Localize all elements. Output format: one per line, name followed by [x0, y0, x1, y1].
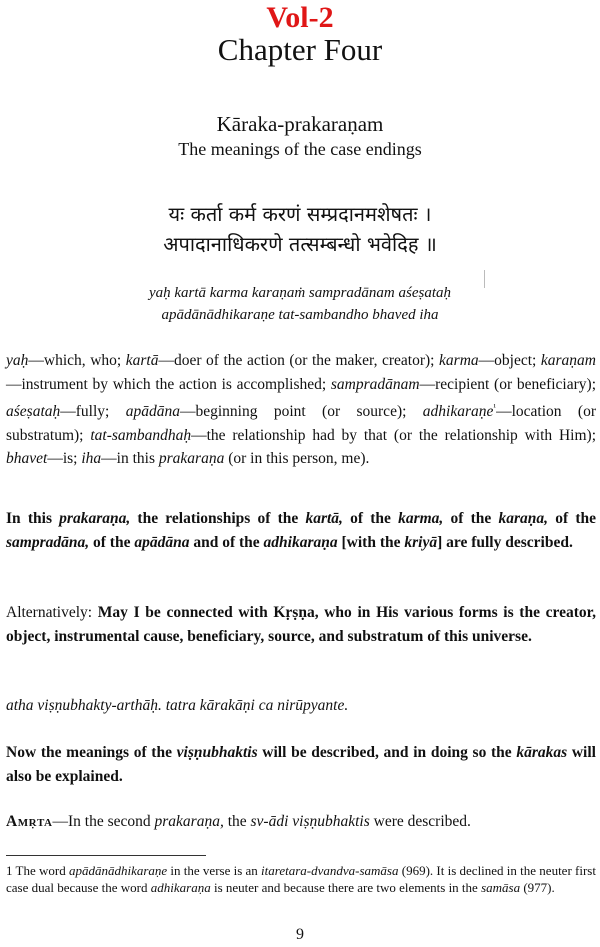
italic-term: prakaraṇa [158, 450, 225, 468]
text-run: —recipient (or beneficiary); [419, 375, 596, 393]
italic-term: bhavet [6, 450, 48, 468]
text-run: —doer of the action (or the maker, creator); [158, 352, 440, 369]
footnote-divider [6, 855, 206, 856]
text-run: —object; [478, 352, 541, 369]
text-run: 1 The word [6, 863, 69, 878]
text-run: —location (or substratum); [6, 403, 596, 444]
text-run: —in this [101, 450, 159, 468]
italic-term: itaretara-dvandva-samāsa [261, 863, 399, 878]
italic-term: kārakas [516, 744, 568, 761]
word-gloss-paragraph [6, 349, 596, 471]
italic-term: apādānādhikaraṇe [68, 863, 168, 878]
text-run: were described. [369, 813, 471, 830]
text-run: (969). It is declined in the neuter first case dual because the word [6, 863, 596, 895]
amrta-commentary-paragraph [6, 810, 596, 834]
alternative-meaning-paragraph [6, 601, 596, 648]
prakarana-summary-paragraph [6, 507, 596, 554]
text-run: and of the [189, 533, 264, 551]
text-run: of the [548, 510, 596, 527]
now-meanings-paragraph [6, 741, 596, 788]
text-run: —the relationship had by that (or the relationship with Him); [191, 426, 596, 444]
text-run: (977). [520, 880, 555, 895]
text-run: in the verse is an [167, 863, 262, 878]
verse-transliteration-line-2: apādānādhikaraṇe tat-sambandho bhaved iha [161, 307, 439, 323]
text-run: ] are fully described. [437, 533, 573, 551]
italic-term: apādāna [125, 403, 180, 421]
italic-term: prakaraṇa, [154, 813, 224, 830]
text-run: will be described, and in doing so the [257, 744, 517, 761]
text-run: —which, who; [28, 352, 126, 369]
text-run: —beginning point (or source); [179, 403, 423, 421]
chapter-title: Chapter Four [217, 32, 383, 67]
italic-term: karma [439, 352, 479, 369]
text-run: of the [443, 510, 499, 527]
verse-transliteration-line-1: yaḥ kartā karma karaṇaṁ sampradānam aśeṣataḥ [148, 285, 452, 301]
italic-term: samāsa [481, 880, 521, 895]
italic-term: prakaraṇa, [59, 510, 131, 527]
volume-label: Vol-2 [266, 1, 334, 34]
italic-term: yaḥ [6, 352, 29, 369]
italic-term: karma, [398, 510, 444, 527]
text-run: will also be explained. [6, 744, 596, 785]
text-run: —is; [47, 450, 82, 468]
alternative-body: May I be connected with Kṛṣṇa, who in His various forms is the creator, object, instrumental cause, beneficiary, source, and substratum of this universe. [6, 604, 596, 645]
italic-term: adhikaraṇe [422, 403, 494, 421]
footnote [6, 862, 596, 896]
text-run: [with the [337, 533, 405, 551]
page-number: 9 [296, 926, 304, 943]
italic-term: sampradānam [330, 375, 420, 393]
section-subtitle: The meanings of the case endings [178, 139, 422, 159]
text-run: ¹ [493, 402, 497, 412]
text-run: the [223, 813, 251, 830]
italic-term: sampradāna, [6, 533, 90, 551]
italic-term: kartā, [305, 510, 343, 527]
alternative-lead: Alternatively: [6, 604, 98, 621]
text-run: —instrument by which the action is accomplished; [6, 375, 331, 393]
italic-term: sv-ādi viṣṇubhaktis [250, 813, 370, 830]
text-run: In this [6, 510, 60, 527]
text-run: —fully; [60, 403, 126, 421]
text-run: (or in this person, me). [224, 450, 370, 468]
verse-devanagari-line-1: यः कर्ता कर्म करणं सम्प्रदानमशेषतः । [168, 202, 432, 226]
text-run: the relationships of the [130, 510, 306, 527]
text-run: is neuter and because there are two elements in the [210, 880, 482, 895]
italic-term: karaṇa, [498, 510, 549, 527]
italic-term: viṣṇubhaktis [176, 744, 258, 761]
sanskrit-line: atha viṣṇubhakty-arthāḥ. tatra kārakāṇi ca nirūpyante. [6, 697, 349, 714]
italic-term: adhikaraṇa [263, 533, 338, 551]
verse-devanagari-line-2: अपादानाधिकरणे तत्सम्बन्धो भवेदिह ॥ [163, 232, 437, 256]
section-title: Kāraka-prakaraṇam [216, 112, 384, 136]
text-run: of the [89, 533, 135, 551]
text-run: Now the meanings of the [6, 744, 177, 761]
text-run: of the [342, 510, 399, 527]
italic-term: kriyā [404, 533, 438, 551]
italic-term: tat-sambandhaḥ [90, 426, 192, 444]
italic-term: karaṇam [540, 352, 596, 369]
italic-term: adhikaraṇa [150, 880, 211, 895]
italic-term: kartā [125, 352, 159, 369]
italic-term: apādāna [134, 533, 190, 551]
italic-term: aśeṣataḥ [6, 403, 61, 421]
text-run: —In the second [52, 813, 155, 830]
italic-term: iha [81, 450, 102, 468]
lead-word: Amṛta [6, 813, 53, 830]
